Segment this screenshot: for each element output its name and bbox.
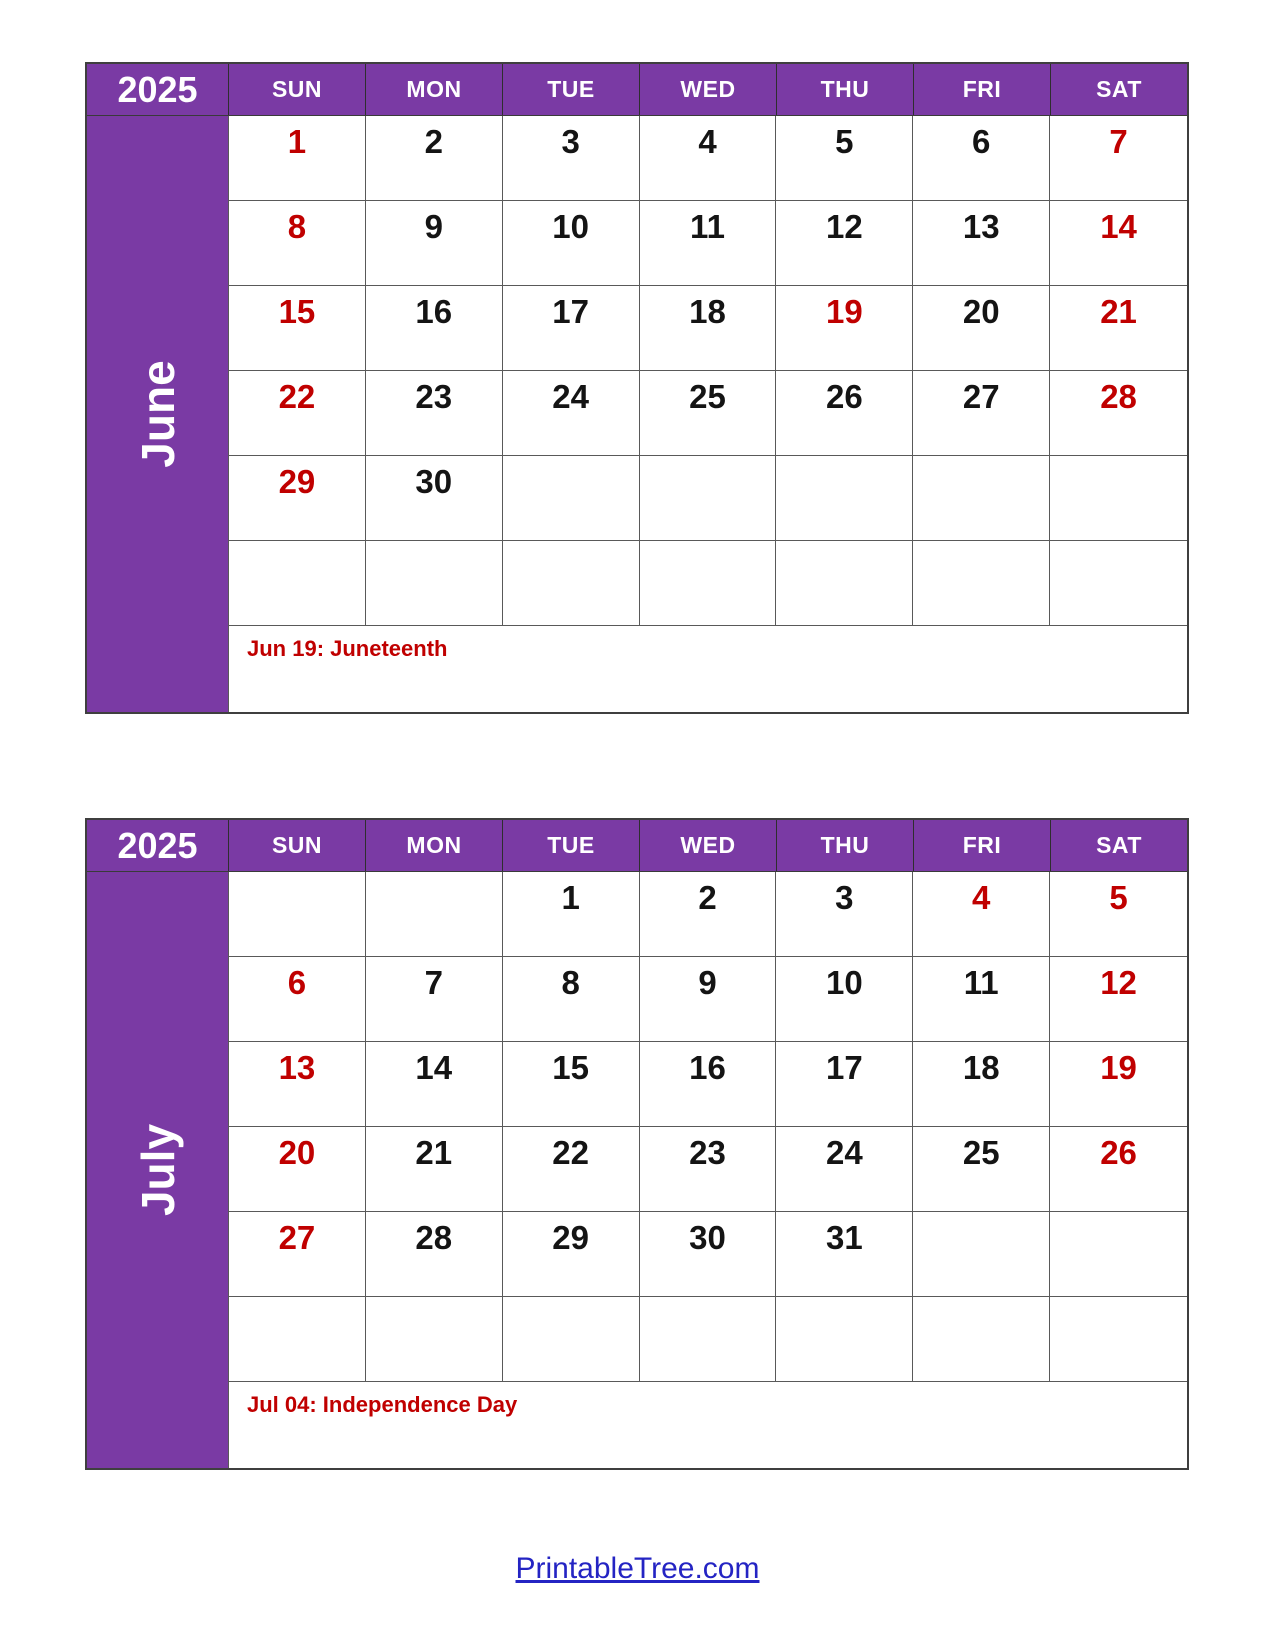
holiday-row (229, 1382, 1187, 1468)
day-cell (229, 116, 366, 201)
day-cell (913, 1212, 1050, 1297)
date-number: 20 (962, 293, 1000, 330)
day-cell (776, 286, 913, 371)
date-number: 22 (552, 1134, 589, 1171)
day-cell (503, 541, 640, 626)
day-cell (640, 1127, 777, 1212)
date-number: 31 (825, 1219, 863, 1256)
day-cell (1050, 286, 1187, 371)
date-number: 18 (962, 1049, 1000, 1086)
day-cell (640, 1212, 777, 1297)
date-number: 2 (424, 123, 443, 160)
date-number: 7 (1109, 123, 1128, 160)
weeks-grid (229, 872, 1187, 1382)
day-cell (776, 371, 913, 456)
day-cell (229, 1212, 366, 1297)
day-cell (366, 116, 503, 201)
day-cell (503, 116, 640, 201)
day-cell (366, 456, 503, 541)
date-number: 8 (287, 208, 307, 245)
date-number: 30 (415, 463, 453, 500)
day-header-sat: SAT (1096, 76, 1142, 102)
date-number: 17 (552, 293, 589, 330)
date-number: 9 (424, 208, 443, 245)
day-cell (503, 1297, 640, 1382)
day-cell (640, 541, 777, 626)
day-cell (776, 1297, 913, 1382)
date-number: 28 (415, 1219, 453, 1256)
day-header-mon: MON (366, 820, 503, 871)
day-cell (913, 116, 1050, 201)
day-header-thu: THU (777, 64, 914, 115)
date-number: 4 (698, 123, 717, 160)
day-header-mon: MON (366, 64, 503, 115)
day-cell (913, 1042, 1050, 1127)
day-cell (366, 872, 503, 957)
day-cell (776, 1042, 913, 1127)
day-cell (913, 201, 1050, 286)
date-number: 29 (278, 463, 316, 500)
date-number: 5 (835, 123, 854, 160)
day-cell (913, 456, 1050, 541)
calendar-june (85, 62, 1189, 714)
month-label: July (131, 1123, 184, 1217)
date-number: 25 (689, 378, 726, 415)
date-number: 26 (1100, 1134, 1137, 1171)
date-number: 15 (552, 1049, 589, 1086)
date-number: 13 (278, 1049, 316, 1086)
day-cell (640, 456, 777, 541)
date-number: 8 (561, 964, 580, 1001)
day-cell (913, 371, 1050, 456)
dates-area (229, 872, 1187, 1468)
date-number: 6 (287, 964, 307, 1001)
day-cell (229, 541, 366, 626)
date-number: 26 (825, 378, 863, 415)
day-cell (366, 1297, 503, 1382)
year-label: 2025 (87, 820, 229, 871)
day-cell (776, 957, 913, 1042)
day-cell (229, 1127, 366, 1212)
date-number: 10 (825, 964, 863, 1001)
day-cell (366, 371, 503, 456)
day-cell (366, 1127, 503, 1212)
date-number: 2 (698, 879, 717, 916)
day-cell (1050, 872, 1187, 957)
date-number: 20 (278, 1134, 316, 1171)
day-cell (640, 286, 777, 371)
day-cell (913, 957, 1050, 1042)
day-cell (776, 1212, 913, 1297)
date-number: 27 (962, 378, 1000, 415)
date-number: 25 (962, 1134, 1000, 1171)
day-cell (1050, 1297, 1187, 1382)
date-number: 3 (561, 123, 580, 160)
day-cell (1050, 541, 1187, 626)
date-number: 13 (962, 208, 1000, 245)
day-header-fri: FRI (914, 820, 1051, 871)
day-cell (503, 371, 640, 456)
date-number: 14 (415, 1049, 453, 1086)
weeks-grid (229, 116, 1187, 626)
printabletree-link[interactable]: PrintableTree.com (515, 1552, 760, 1585)
day-cell (503, 872, 640, 957)
date-number: 11 (963, 964, 999, 1001)
day-cell (776, 1127, 913, 1212)
day-header-sun: SUN (229, 820, 366, 871)
day-cell (503, 1042, 640, 1127)
date-number: 24 (825, 1134, 863, 1171)
footer (0, 1552, 1275, 1586)
day-cell (229, 957, 366, 1042)
day-cell (640, 116, 777, 201)
date-number: 1 (287, 123, 307, 160)
date-number: 12 (825, 208, 863, 245)
month-column (87, 872, 229, 1468)
day-cell (229, 1042, 366, 1127)
holiday-note: Jun 19: Juneteenth (247, 636, 448, 661)
date-number: 19 (825, 293, 863, 330)
date-number: 28 (1100, 378, 1137, 415)
date-number: 21 (415, 1134, 453, 1171)
date-number: 7 (424, 964, 443, 1001)
date-number: 29 (552, 1219, 589, 1256)
date-number: 5 (1109, 879, 1128, 916)
day-cell (913, 541, 1050, 626)
day-cell (1050, 456, 1187, 541)
day-cell (229, 371, 366, 456)
day-cell (776, 116, 913, 201)
day-cell (366, 1042, 503, 1127)
day-cell (503, 286, 640, 371)
day-cell (640, 201, 777, 286)
day-cell (1050, 371, 1187, 456)
day-cell (776, 456, 913, 541)
day-cell (503, 1212, 640, 1297)
date-number: 10 (552, 208, 589, 245)
day-cell (913, 872, 1050, 957)
day-cell (366, 201, 503, 286)
day-cell (1050, 1212, 1187, 1297)
day-header-wed: WED (640, 820, 777, 871)
date-number: 16 (415, 293, 453, 330)
dates-area (229, 116, 1187, 712)
day-cell (229, 201, 366, 286)
day-cell (366, 286, 503, 371)
day-cell (503, 957, 640, 1042)
date-number: 11 (690, 208, 725, 245)
day-cell (913, 286, 1050, 371)
day-cell (640, 872, 777, 957)
day-cell (366, 957, 503, 1042)
month-column (87, 116, 229, 712)
day-header-tue: TUE (503, 64, 640, 115)
date-number: 14 (1100, 208, 1137, 245)
day-cell (229, 872, 366, 957)
date-number: 18 (689, 293, 726, 330)
day-cell (640, 957, 777, 1042)
day-cell (640, 371, 777, 456)
day-cell (1050, 1042, 1187, 1127)
day-cell (913, 1127, 1050, 1212)
day-header-thu: THU (777, 820, 914, 871)
day-cell (776, 541, 913, 626)
date-number: 12 (1100, 964, 1137, 1001)
date-number: 17 (825, 1049, 863, 1086)
day-header-sat: SAT (1096, 832, 1142, 858)
day-cell (366, 1212, 503, 1297)
day-header-wed: WED (640, 64, 777, 115)
day-cell (503, 456, 640, 541)
date-number: 30 (689, 1219, 726, 1256)
calendar-july (85, 818, 1189, 1470)
day-cell (640, 1042, 777, 1127)
date-number: 21 (1100, 293, 1137, 330)
date-number: 22 (278, 378, 316, 415)
day-cell (1050, 957, 1187, 1042)
holiday-note: Jul 04: Independence Day (247, 1392, 518, 1417)
month-label: June (131, 360, 184, 468)
day-cell (913, 1297, 1050, 1382)
date-number: 23 (689, 1134, 726, 1171)
day-header-sun: SUN (229, 64, 366, 115)
day-cell (1050, 1127, 1187, 1212)
date-number: 16 (689, 1049, 726, 1086)
day-cell (229, 286, 366, 371)
day-cell (229, 1297, 366, 1382)
day-cell (503, 1127, 640, 1212)
day-cell (776, 201, 913, 286)
day-cell (503, 201, 640, 286)
date-number: 15 (278, 293, 316, 330)
day-header-tue: TUE (503, 820, 640, 871)
day-cell (1050, 201, 1187, 286)
date-number: 1 (561, 879, 580, 916)
date-number: 23 (415, 378, 453, 415)
date-number: 9 (698, 964, 717, 1001)
date-number: 24 (552, 378, 589, 415)
year-label: 2025 (87, 64, 229, 115)
date-number: 19 (1100, 1049, 1137, 1086)
calendar-body (87, 872, 1187, 1468)
day-cell (776, 872, 913, 957)
day-cell (366, 541, 503, 626)
calendar-header (87, 820, 1187, 872)
date-number: 27 (278, 1219, 316, 1256)
date-number: 4 (972, 879, 991, 916)
day-cell (229, 456, 366, 541)
holiday-row (229, 626, 1187, 712)
date-number: 3 (835, 879, 854, 916)
date-number: 6 (972, 123, 991, 160)
day-cell (1050, 116, 1187, 201)
calendar-header (87, 64, 1187, 116)
calendar-body (87, 116, 1187, 712)
day-header-fri: FRI (914, 64, 1051, 115)
day-cell (640, 1297, 777, 1382)
